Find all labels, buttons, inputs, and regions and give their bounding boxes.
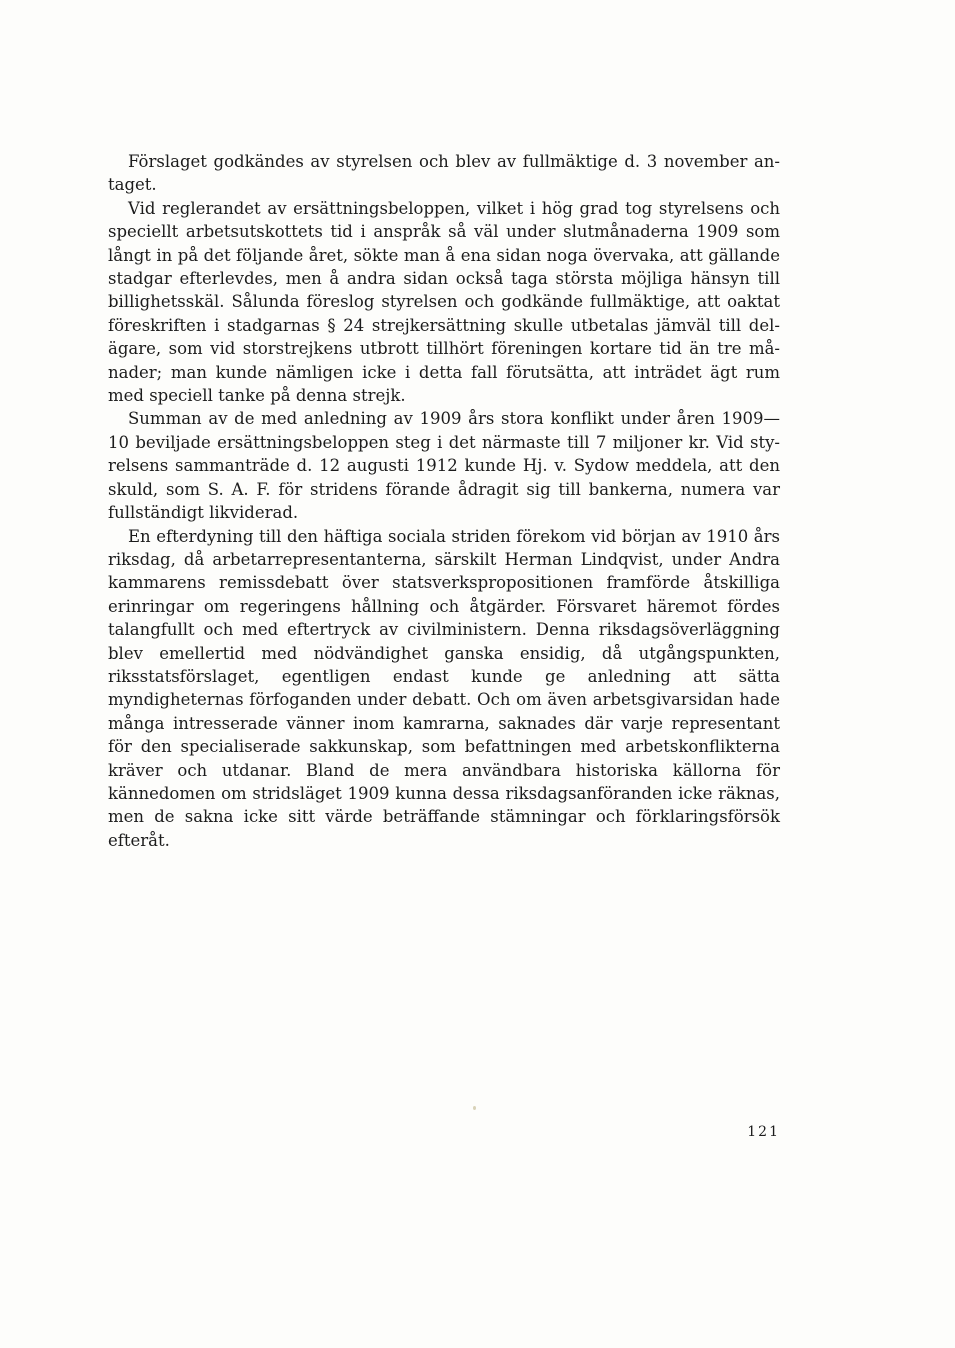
paragraph-1: Förslaget godkändes av styrelsen och blev av fullmäktige d. 3 november antaget. [108, 152, 780, 195]
paragraph-2: Vid reglerandet av ersättningsbeloppen, vilket i hög grad tog styrelsens och speciellt arbetsutskottets tid i anspråk så väl under slutmånaderna 1909 som långt in på det följande året, sökte man å ena sidan noga övervaka, att gällande stadgar efterlevdes, men å andra sidan också taga största möjliga hänsyn till billighetsskäl. Sålunda föreslog styrelsen och godkände fullmäktige, att oaktat föreskriften i stadgarnas § 24 strejkersättning skulle utbetalas jämväl till delägare, som vid storstrejkens utbrott tillhört föreningen kortare tid än tre månader; man kunde nämligen icke i detta fall förutsätta, att inträdet ägt rum med speciell tanke på denna strejk. [108, 198, 780, 406]
paper-speck [473, 1106, 476, 1110]
paragraph-4: En efterdyning till den häftiga sociala striden förekom vid början av 1910 års riksdag, då arbetarrepresentanterna, särskilt Herman Lindqvist, under Andra kammarens remissdebatt över statsverkspropositionen framförde åtskilliga erinringar om regeringens hållning och åtgärder. Försvaret häremot fördes talangfullt och med eftertryck av civilministern. Denna riksdagsöverläggning blev emellertid med nödvändighet ganska ensidig, då utgångspunkten, riksstatsförslaget, egentligen endast kunde ge anledning att sätta myndigheternas förfoganden under debatt. Och om även arbetsgivarsidan hade många intresserade vänner inom kamrarna, saknades där varje representant för den specialiserade sakkunskap, som befattningen med arbetskonflikterna kräver och utdanar. Bland de mera användbara historiska källorna för kännedomen om stridsläget 1909 kunna dessa riksdagsanföranden icke räknas, men de sakna icke sitt värde beträffande stämningar och förklaringsförsök efteråt. [108, 526, 780, 850]
paragraph-3: Summan av de med anledning av 1909 års stora konflikt under åren 1909—10 beviljade ersättningsbeloppen steg i det närmaste till 7 miljoner kr. Vid styrelsens sammanträde d. 12 augusti 1912 kunde Hj. v. Sydow meddela, att den skuld, som S. A. F. för stridens förande ådragit sig till bankerna, numera var fullständigt likviderad. [108, 409, 780, 523]
body-text [108, 150, 780, 852]
page-number: 121 [747, 1124, 780, 1140]
